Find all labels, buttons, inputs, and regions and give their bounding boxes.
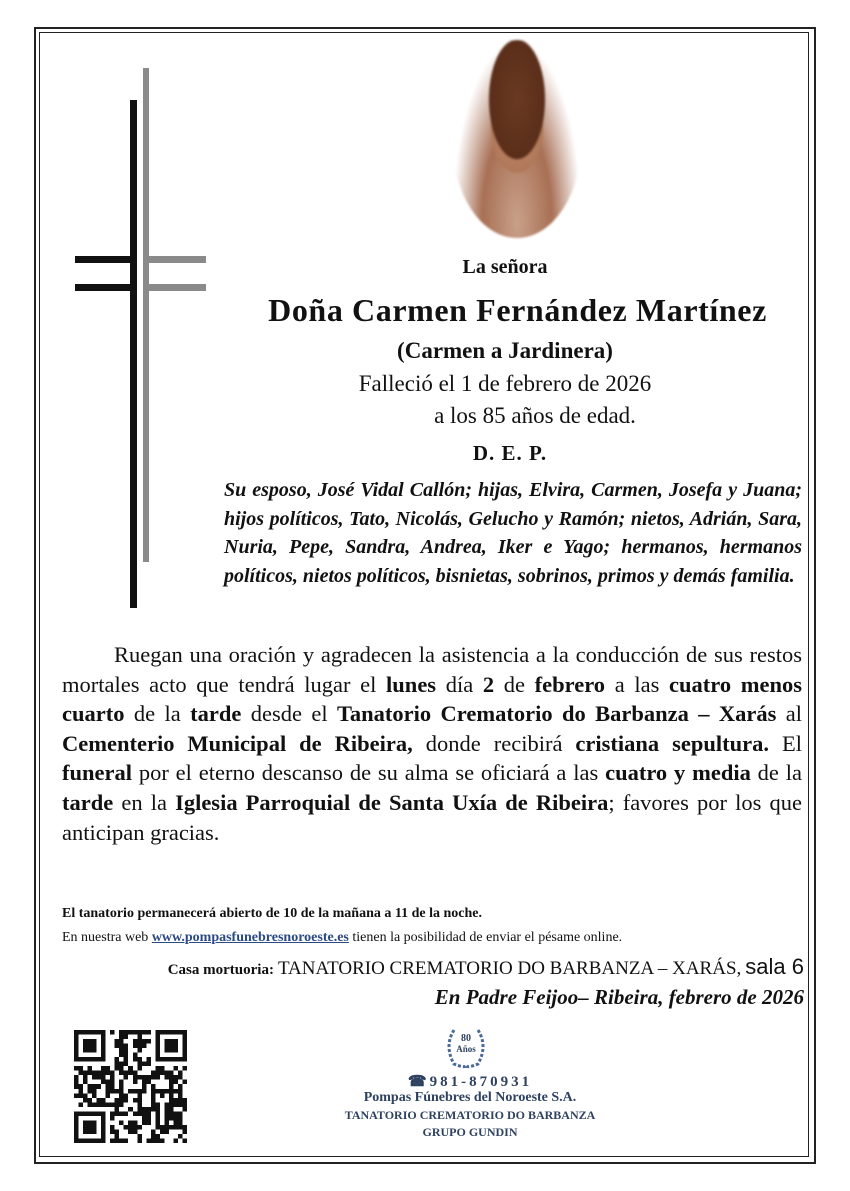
paragraph-text: desde el (241, 701, 337, 727)
paragraph-text: El (769, 730, 803, 756)
paragraph-bold-text: cuatro y media (605, 760, 751, 786)
paragraph-bold-text: 2 (482, 671, 495, 697)
phone-number: 981-870931 (429, 1074, 533, 1090)
paragraph-bold-text: Iglesia Parroquial de Santa Uxía de Ribeira (175, 789, 609, 815)
ceremony-paragraph (62, 640, 802, 847)
paragraph-bold-text: Cementerio Municipal de Ribeira, (62, 730, 413, 756)
age: a los 85 años de edad. (434, 403, 636, 428)
web-prefix: En nuestra web (62, 930, 152, 945)
paragraph-bold-text: febrero (534, 671, 606, 697)
paragraph-text: a las (605, 671, 670, 697)
paragraph-text: de la (124, 701, 191, 727)
casa-value: TANATORIO CREMATORIO DO BARBANZA – XARÁS, (277, 958, 742, 979)
website-link[interactable]: www.pompasfunebresnoroeste.es (151, 930, 349, 945)
paragraph-bold-text: tarde (190, 701, 242, 727)
dep: D. E. P. (472, 441, 548, 465)
paragraph-bold-text: Tanatorio Crematorio do Barbanza – Xarás (336, 701, 777, 727)
badge-number: 80 (461, 1033, 471, 1044)
title: La señora (462, 256, 548, 278)
paragraph-text: día (436, 671, 483, 697)
company-tanatorio: TANATORIO CREMATORIO DO BARBANZA (344, 1108, 596, 1122)
tanatorio-hours: El tanatorio permanecerá abierto de 10 de la mañana a 11 de la noche. (62, 906, 482, 921)
paragraph-text: de (494, 671, 535, 697)
anniversary-badge (440, 1024, 492, 1070)
paragraph-bold-text: funeral (62, 760, 132, 786)
casa-mortuoria (168, 954, 804, 980)
deceased-name: Doña Carmen Fernández Martínez (268, 292, 767, 328)
paragraph-text: Ruegan una oración y agradecen la asistencia a la conducción de sus restos mortales acto que tendrá lugar el (62, 642, 802, 697)
paragraph-bold-text: tarde (62, 789, 114, 815)
paragraph-text: al (776, 701, 802, 727)
paragraph-text: ; favores por los que anticipan gracias. (62, 789, 802, 845)
death-date: Falleció el 1 de febrero de 2026 (358, 371, 652, 396)
company-group: GRUPO GUNDIN (422, 1125, 518, 1139)
paragraph-bold-text: cristiana sepultura. (575, 730, 770, 756)
paragraph-text: en la (113, 789, 176, 815)
web-suffix: tienen la posibilidad de enviar el pésame online. (348, 930, 623, 945)
qr-code[interactable] (74, 1030, 187, 1143)
paragraph-bold-text: cuatro menos cuarto (62, 671, 802, 727)
deceased-photo (452, 40, 582, 238)
casa-label: Casa mortuoria: (167, 962, 274, 978)
badge-label: Años (456, 1044, 476, 1054)
paragraph-bold-text: lunes (386, 671, 437, 697)
place-date: En Padre Feijoo– Ribeira, febrero de 2026 (434, 985, 804, 1009)
family-list: Su esposo, José Vidal Callón; hijas, Elvira, Carmen, Josefa y Juana; hijos políticos, Tato, Nicolás, Gelucho y Ramón; nietos, Adrián, Sara, Nuria, Pepe, Sandra, Andrea, Iker e Yago; hermanos, hermanos políticos, nietos políticos, bisnietas, sobrinos, primos y demás familia. (224, 479, 802, 587)
paragraph-text: de la (750, 760, 802, 786)
casa-sala: sala 6 (745, 954, 804, 979)
nickname: (Carmen a Jardinera) (397, 338, 613, 363)
paragraph-text: donde recibirá (412, 730, 576, 756)
paragraph-text: por el eterno descanso de su alma se oficiará a las (132, 760, 606, 786)
company-name: Pompas Fúnebres del Noroeste S.A. (363, 1090, 577, 1105)
phone-icon: ☎ (407, 1074, 430, 1090)
